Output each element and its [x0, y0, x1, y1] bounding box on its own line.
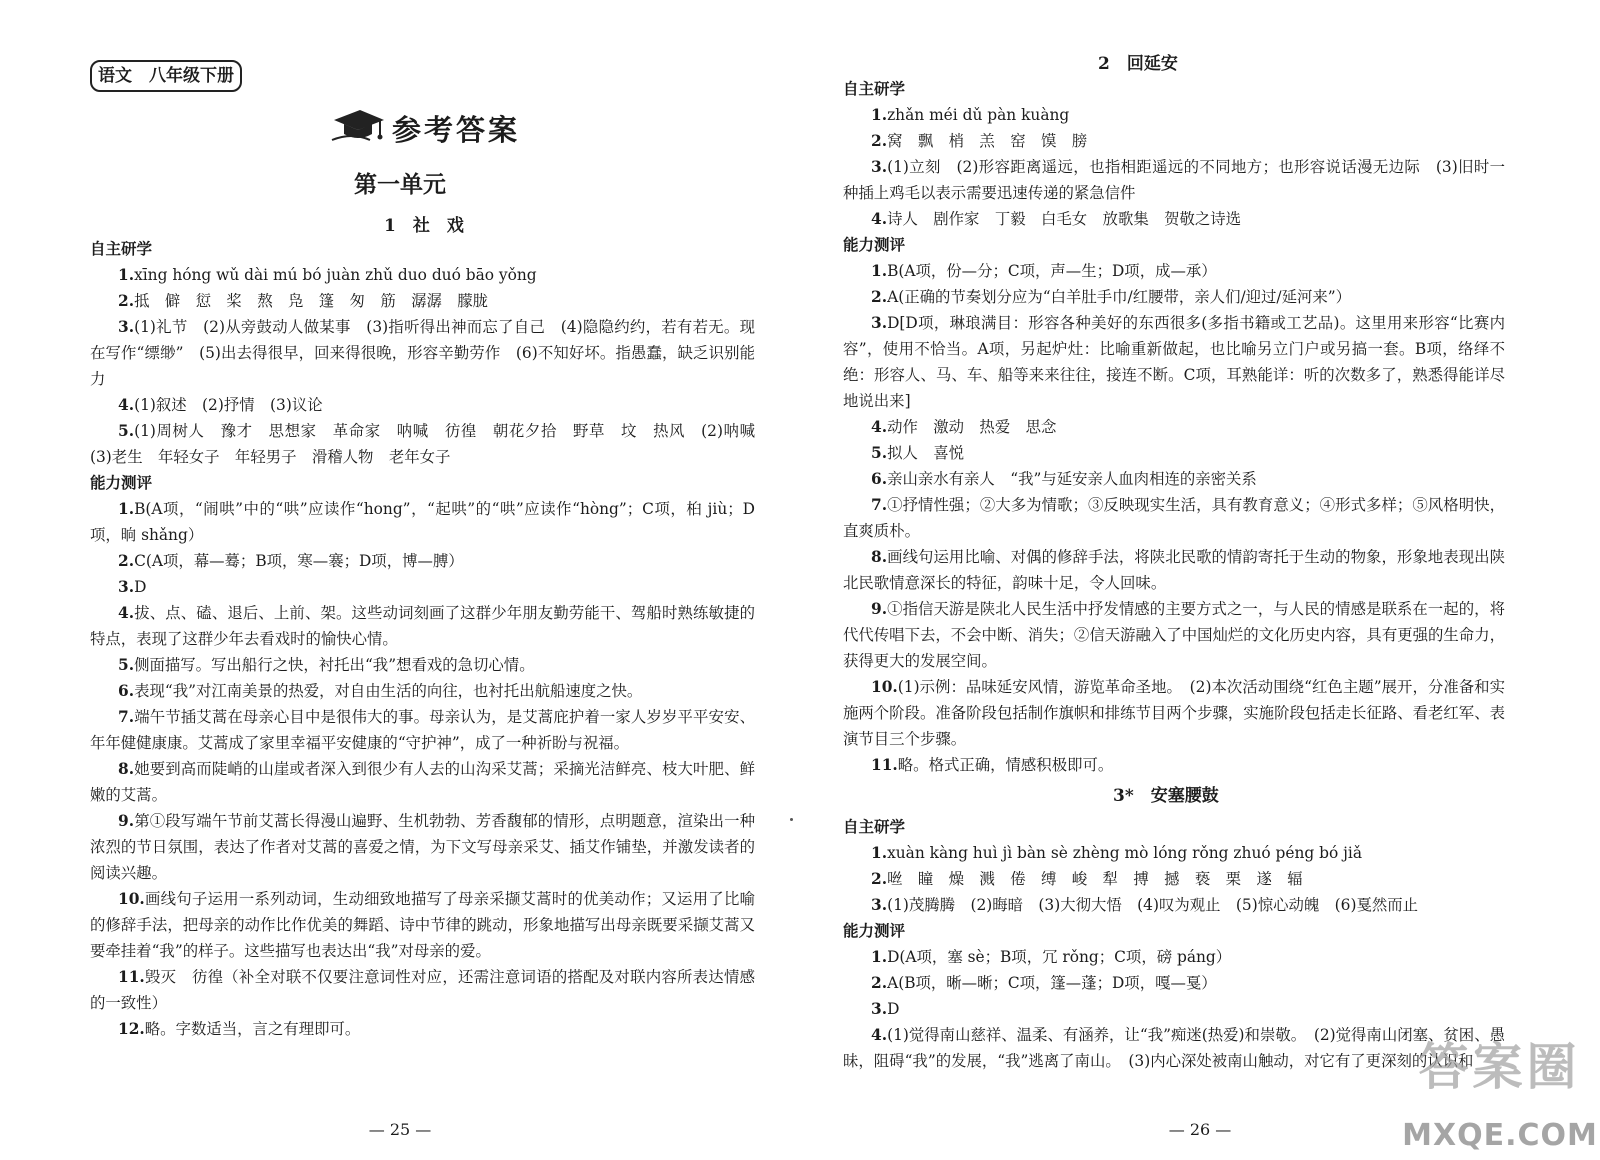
answer-item — [90, 314, 755, 392]
answer-text: zhǎn méi dǔ pàn kuàng — [887, 106, 1070, 124]
answer-number: 2. — [118, 552, 135, 570]
book-tag: 语文 八年级下册 — [90, 60, 242, 92]
answer-number: 2. — [871, 974, 888, 992]
answer-text: 拔、点、磕、退后、上前、架。这些动词刻画了这群少年朋友勤劳能干、驾船时熟练敏捷的特点，表现了这群少年去看戏时的愉快心情。 — [90, 604, 755, 648]
answer-number: 4. — [118, 604, 135, 622]
answer-number: 3. — [118, 578, 135, 596]
answer-number: 9. — [118, 812, 135, 830]
answer-text: (1)叙述 (2)抒情 (3)议论 — [134, 396, 323, 414]
answer-text: D — [134, 578, 147, 596]
answer-text: 表现“我”对江南美景的热爱，对自由生活的向往，也衬托出航船速度之快。 — [134, 682, 643, 700]
page-number: — 26 — — [1168, 1120, 1232, 1139]
answer-number: 11. — [118, 968, 145, 986]
answer-text: xuàn kàng huì jì bàn sè zhèng mò lóng rǒng zhuó péng bó jiǎ — [887, 844, 1363, 862]
answer-item — [843, 206, 1505, 232]
answer-item — [90, 678, 755, 704]
answer-item — [843, 258, 1505, 284]
answer-item — [843, 840, 1505, 866]
left-content — [90, 236, 771, 1042]
answer-text: (1)立刻 (2)形容距离遥远，也指相距遥远的不同地方；也形容说话漫无边际 (3)旧时一种插上鸡毛以表示需要迅速传递的紧急信件 — [843, 158, 1505, 202]
answer-item — [843, 492, 1505, 544]
lesson-title: 1 社 戏 — [384, 216, 464, 236]
answer-text: 毁灭 彷徨（补全对联不仅要注意词性对应，还需注意词语的搭配及对联内容所表达情感的一致性） — [90, 968, 755, 1012]
answer-text: ①指信天游是陕北人民生活中抒发情感的主要方式之一，与人民的情感是联系在一起的，将代代传唱下去，不会中断、消失；②信天游融入了中国灿烂的文化历史内容，具有更强的生命力，获得更大的发展空间。 — [843, 600, 1505, 670]
answer-item — [843, 128, 1505, 154]
answer-item — [843, 1022, 1505, 1074]
answer-number: 5. — [118, 422, 135, 440]
section-heading: 能力测评 — [843, 236, 906, 254]
main-title: 参考答案 — [392, 113, 521, 147]
answer-text: (1)礼节 (2)从旁鼓动人做某事 (3)指听得出神而忘了自己 (4)隐隐约约，若有若无。现在写作“缥缈” (5)出去得很早，回来得很晚，形容辛勤劳作 (6)不知好坏。指愚蠢，缺乏识别能力 — [90, 318, 755, 388]
answer-number: 3. — [871, 314, 888, 332]
answer-number: 2. — [871, 870, 888, 888]
answer-number: 4. — [871, 210, 888, 228]
answer-item — [90, 288, 755, 314]
answer-number: 1. — [871, 948, 888, 966]
answer-text: B(A项，份—分；C项，声—生；D项，成—承） — [887, 262, 1217, 280]
answer-item — [90, 704, 755, 756]
right-page — [800, 0, 1600, 1160]
answer-text: ①抒情性强；②大多为情歌；③反映现实生活，具有教育意义；④形式多样；⑤风格明快，直爽质朴。 — [843, 496, 1505, 540]
answer-number: 12. — [118, 1020, 145, 1038]
answer-text: 她要到高而陡峭的山崖或者深入到很少有人去的山沟采艾蒿；采摘光洁鲜亮、枝大叶肥、鲜嫩的艾蒿。 — [90, 760, 755, 804]
answer-item — [90, 964, 755, 1016]
answer-number: 1. — [118, 500, 135, 518]
answer-item — [90, 418, 771, 470]
answer-number: 5. — [871, 444, 888, 462]
answer-text: 拟人 喜悦 — [887, 444, 965, 462]
answer-text: 窝 飘 梢 羔 窑 馍 膀 — [887, 132, 1088, 150]
answer-number: 5. — [118, 656, 135, 674]
answer-number: 10. — [871, 678, 898, 696]
answer-text: 动作 激动 热爱 思念 — [887, 418, 1057, 436]
answer-item — [843, 154, 1505, 206]
answer-number: 8. — [871, 548, 888, 566]
answer-item — [843, 752, 1505, 778]
lesson-title: 2 回延安 — [1098, 54, 1178, 74]
answer-text: 咝 瞳 燥 溅 倦 缚 峻 犁 搏 撼 亵 栗 遂 辐 — [887, 870, 1303, 888]
answer-number: 10. — [118, 890, 145, 908]
answer-number: 4. — [118, 396, 135, 414]
answer-number: 3. — [118, 318, 135, 336]
unit-title: 第一单元 — [354, 172, 446, 198]
answer-number: 1. — [871, 262, 888, 280]
answer-item — [90, 808, 755, 886]
section-heading: 能力测评 — [843, 922, 906, 940]
answer-item — [843, 466, 1505, 492]
answer-number: 4. — [871, 418, 888, 436]
answer-item — [843, 596, 1505, 674]
answer-item — [90, 496, 755, 548]
answer-text: 画线句运用比喻、对偶的修辞手法，将陕北民歌的情韵寄托于生动的物象，形象地表现出陕北民歌情意深长的特征，韵味十足，令人回味。 — [843, 548, 1505, 592]
answer-item — [843, 892, 1505, 918]
answer-text: D — [887, 1000, 900, 1018]
answer-number: 11. — [871, 756, 898, 774]
lesson-title: 3* 安塞腰鼓 — [1113, 786, 1219, 806]
answer-text: 端午节插艾蒿在母亲心目中是很伟大的事。母亲认为，是艾蒿庇护着一家人岁岁平平安安、年年健健康康。艾蒿成了家里幸福平安健康的“守护神”，成了一种祈盼与祝福。 — [90, 708, 755, 752]
answer-number: 3. — [871, 1000, 888, 1018]
answer-number: 2. — [871, 288, 888, 306]
answer-item — [90, 574, 755, 600]
answer-item — [843, 414, 1505, 440]
binding-dot — [790, 818, 793, 821]
page-number: — 25 — — [368, 1120, 432, 1139]
answer-text: (1)茂腾腾 (2)晦暗 (3)大彻大悟 (4)叹为观止 (5)惊心动魄 (6)戛然而止 — [887, 896, 1419, 914]
answer-item — [843, 102, 1505, 128]
section-heading: 自主研学 — [90, 240, 153, 258]
answer-number: 2. — [871, 132, 888, 150]
section-heading: 自主研学 — [843, 818, 906, 836]
answer-text: 略。字数适当，言之有理即可。 — [144, 1020, 361, 1038]
answer-number: 7. — [118, 708, 135, 726]
watermark-logo: 答案圈 — [1418, 1038, 1581, 1096]
answer-text: A(B项，晰—晰；C项，篷—蓬；D项，嘎—戛） — [887, 974, 1217, 992]
answer-number: 6. — [118, 682, 135, 700]
answer-text: 诗人 剧作家 丁毅 白毛女 放歌集 贺敬之诗选 — [887, 210, 1242, 228]
answer-text: (1)示例：品味延安风情，游览革命圣地。 (2)本次活动围绕“红色主题”展开，分准备和实施两个阶段。准备阶段包括制作旗帜和排练节目两个步骤，实施阶段包括走长征路、看老红军、表演节目三个步骤。 — [843, 678, 1505, 748]
graduation-cap-icon — [330, 104, 386, 146]
answer-number: 8. — [118, 760, 135, 778]
answer-item — [90, 392, 755, 418]
answer-item — [90, 600, 755, 652]
answer-item — [843, 970, 1505, 996]
answer-number: 1. — [871, 844, 888, 862]
answer-number: 6. — [871, 470, 888, 488]
answer-text: 画线句子运用一系列动词，生动细致地描写了母亲采撷艾蒿时的优美动作；又运用了比喻的修辞手法，把母亲的动作比作优美的舞蹈、诗中节律的跳动，形象地描写出母亲既要采撷艾蒿又要牵挂着“我”的样子。这些描写也表达出“我”对母亲的爱。 — [90, 890, 755, 960]
answer-number: 7. — [871, 496, 888, 514]
answer-item — [90, 652, 755, 678]
answer-item — [843, 544, 1505, 596]
answer-item — [90, 548, 755, 574]
watermark-url: MXQE.COM — [1402, 1118, 1598, 1153]
answer-item — [90, 262, 755, 288]
answer-text: D(A项，塞 sè；B项，冗 rǒng；C项，磅 páng） — [887, 948, 1232, 966]
answer-number: 1. — [871, 106, 888, 124]
answer-text: A(正确的节奏划分应为“白羊肚手巾/红腰带，亲人们/迎过/延河来”） — [887, 288, 1352, 306]
answer-text: C(A项，幕—蓦；B项，寒—褰；D项，博—膊） — [134, 552, 464, 570]
answer-number: 3. — [871, 896, 888, 914]
answer-number: 9. — [871, 600, 888, 618]
answer-text: 亲山亲水有亲人 “我”与延安亲人血肉相连的亲密关系 — [887, 470, 1257, 488]
answer-item — [90, 886, 755, 964]
answer-item — [843, 310, 1505, 414]
answer-item — [843, 996, 1505, 1022]
answer-text: (1)周树人 豫才 思想家 革命家 呐喊 彷徨 朝花夕拾 野草 坟 热风 (2)呐喊 (3)老生 年轻女子 年轻男子 滑稽人物 老年女子 — [90, 422, 771, 466]
answer-text: D[D项，琳琅满目：形容各种美好的东西很多(多指书籍或工艺品)。这里用来形容“比赛内容”，使用不恰当。A项，另起炉灶：比喻重新做起，也比喻另立门户或另搞一套。B项，络绎不绝：形容人、马、车、船等来来往往，接连不断。C项，耳熟能详：听的次数多了，熟悉得能详尽地说出来] — [843, 314, 1505, 410]
answer-text: 抵 僻 愆 桨 熬 凫 篷 匆 筋 潺潺 朦胧 — [134, 292, 489, 310]
answer-item — [843, 284, 1505, 310]
answer-number: 2. — [118, 292, 135, 310]
answer-item — [843, 866, 1505, 892]
answer-text: (1)觉得南山慈祥、温柔、有涵养，让“我”痴迷(热爱)和崇敬。 (2)觉得南山闭塞、贫困、愚昧，阻碍“我”的发展，“我”逃离了南山。 (3)内心深处被南山触动，对它有了更深刻的认识和 — [843, 1026, 1505, 1070]
section-heading: 能力测评 — [90, 474, 153, 492]
section-heading: 自主研学 — [843, 80, 906, 98]
answer-text: 第①段写端午节前艾蒿长得漫山遍野、生机勃勃、芳香馥郁的情形，点明题意，渲染出一种浓烈的节日氛围，表达了作者对艾蒿的喜爱之情，为下文写母亲采艾、插艾作铺垫，并激发读者的阅读兴趣。 — [90, 812, 755, 882]
answer-text: B(A项，“闹哄”中的“哄”应读作“hong”，“起哄”的“哄”应读作“hòng”；C项，桕 jiù；D项，晌 shǎng） — [90, 500, 755, 544]
answer-text: 略。格式正确，情感积极即可。 — [897, 756, 1114, 774]
right-content — [843, 52, 1505, 1074]
answer-number: 1. — [118, 266, 135, 284]
answer-item — [843, 440, 1505, 466]
answer-item — [90, 1016, 755, 1042]
answer-item — [843, 674, 1505, 752]
answer-item — [90, 756, 755, 808]
answer-number: 3. — [871, 158, 888, 176]
answer-text: xīng hóng wǔ dài mú bó juàn zhǔ duo duó bāo yǒng — [134, 266, 537, 284]
answer-number: 4. — [871, 1026, 888, 1044]
answer-text: 侧面描写。写出船行之快，衬托出“我”想看戏的急切心情。 — [134, 656, 535, 674]
answer-item — [843, 944, 1505, 970]
